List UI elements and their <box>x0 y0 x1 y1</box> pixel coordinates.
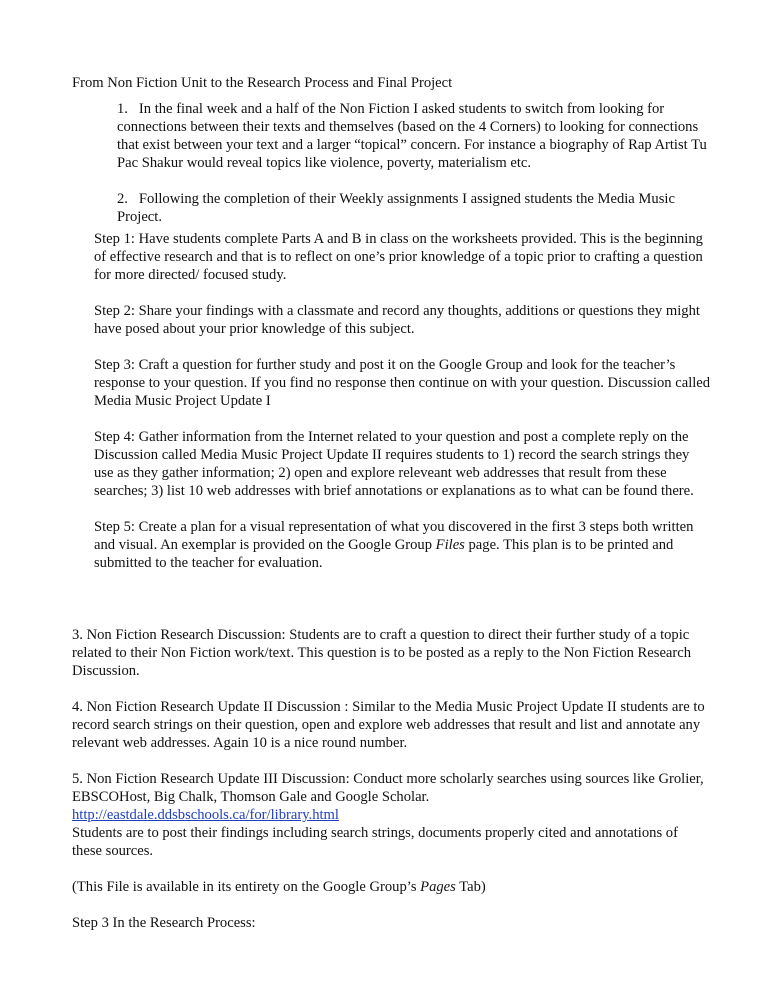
step-2: Step 2: Share your findings with a classmate and record any thoughts, additions or questions they might have posed about your prior knowledge of this subject. <box>94 303 700 337</box>
document-title: From Non Fiction Unit to the Research Process and Final Project <box>72 75 453 91</box>
step-1: Step 1: Have students complete Parts A and B in class on the worksheets provided. This is the beginning of effective research and that is to reflect on one’s prior knowledge of a topic prior to crafting a question for more directed/ focused study. <box>94 231 703 283</box>
numbered-item-1 <box>117 100 712 172</box>
step-5-text: Step 5: Create a plan for a visual representation of what you discovered in the first 3 steps both written and visual. An exemplar is provided on the Google Group <box>94 519 694 553</box>
pages-tab-note <box>72 878 708 896</box>
files-emphasis: Files <box>435 537 465 553</box>
step-4: Step 4: Gather information from the Internet related to your question and post a complete reply on the Discussion called Media Music Project Update II requires students to 1) record the search strings they use as they gather information; 2) open and explore releveant web addresses that result from these searches; 3) list 10 web addresses with brief annotations or explanations as to what can be found there. <box>94 429 694 499</box>
note-text: (This File is available in its entirety on the Google Group’s <box>72 879 421 895</box>
paragraph-3: 3. Non Fiction Research Discussion: Students are to craft a question to direct their further study of a topic related to their Non Fiction work/text. This question is to be posted as a reply to the Non Fiction Research Discussion. <box>72 627 692 679</box>
item-number: 1. <box>117 101 128 117</box>
step-5 <box>94 518 712 572</box>
item-text: Following the completion of their Weekly assignments I assigned students the Media Music Project. <box>117 191 675 225</box>
paragraph-5-continued: Students are to post their findings including search strings, documents properly cited and annotations of these sources. <box>72 825 678 859</box>
paragraph-4: 4. Non Fiction Research Update II Discussion : Similar to the Media Music Project Update II students are to record search strings on their question, open and explore web addresses that result and list and annotate any relevant web addresses. Again 10 is a nice round number. <box>72 699 705 751</box>
step-5-text-end: page. This plan is to be printed and submitted to the teacher for evaluation. <box>94 537 674 571</box>
numbered-item-2 <box>117 190 712 226</box>
note-text-end: Tab) <box>455 879 486 895</box>
item-text: In the final week and a half of the Non Fiction I asked students to switch from looking for connections between their texts and themselves (based on the 4 Corners) to looking for connections that exist between your text and a larger “topical” concern. For instance a biography of Rap Artist Tu Pac Shakur would reveal topics like violence, poverty, materialism etc. <box>117 101 707 171</box>
document-page <box>72 74 712 576</box>
library-link[interactable]: http://eastdale.ddsbschools.ca/for/library.html <box>72 807 339 823</box>
item-number: 2. <box>117 191 128 207</box>
step-3: Step 3: Craft a question for further study and post it on the Google Group and look for the teacher’s response to your question. If you find no response then continue on with your question. Discussion called Media Music Project Update I <box>94 357 711 409</box>
document-lower-section <box>72 626 708 932</box>
paragraph-5: 5. Non Fiction Research Update III Discussion: Conduct more scholarly searches using sources like Grolier, EBSCOHost, Big Chalk, Thomson Gale and Google Scholar. <box>72 771 704 805</box>
final-heading: Step 3 In the Research Process: <box>72 915 256 931</box>
library-link-line <box>72 806 708 824</box>
pages-emphasis: Pages <box>420 879 456 895</box>
